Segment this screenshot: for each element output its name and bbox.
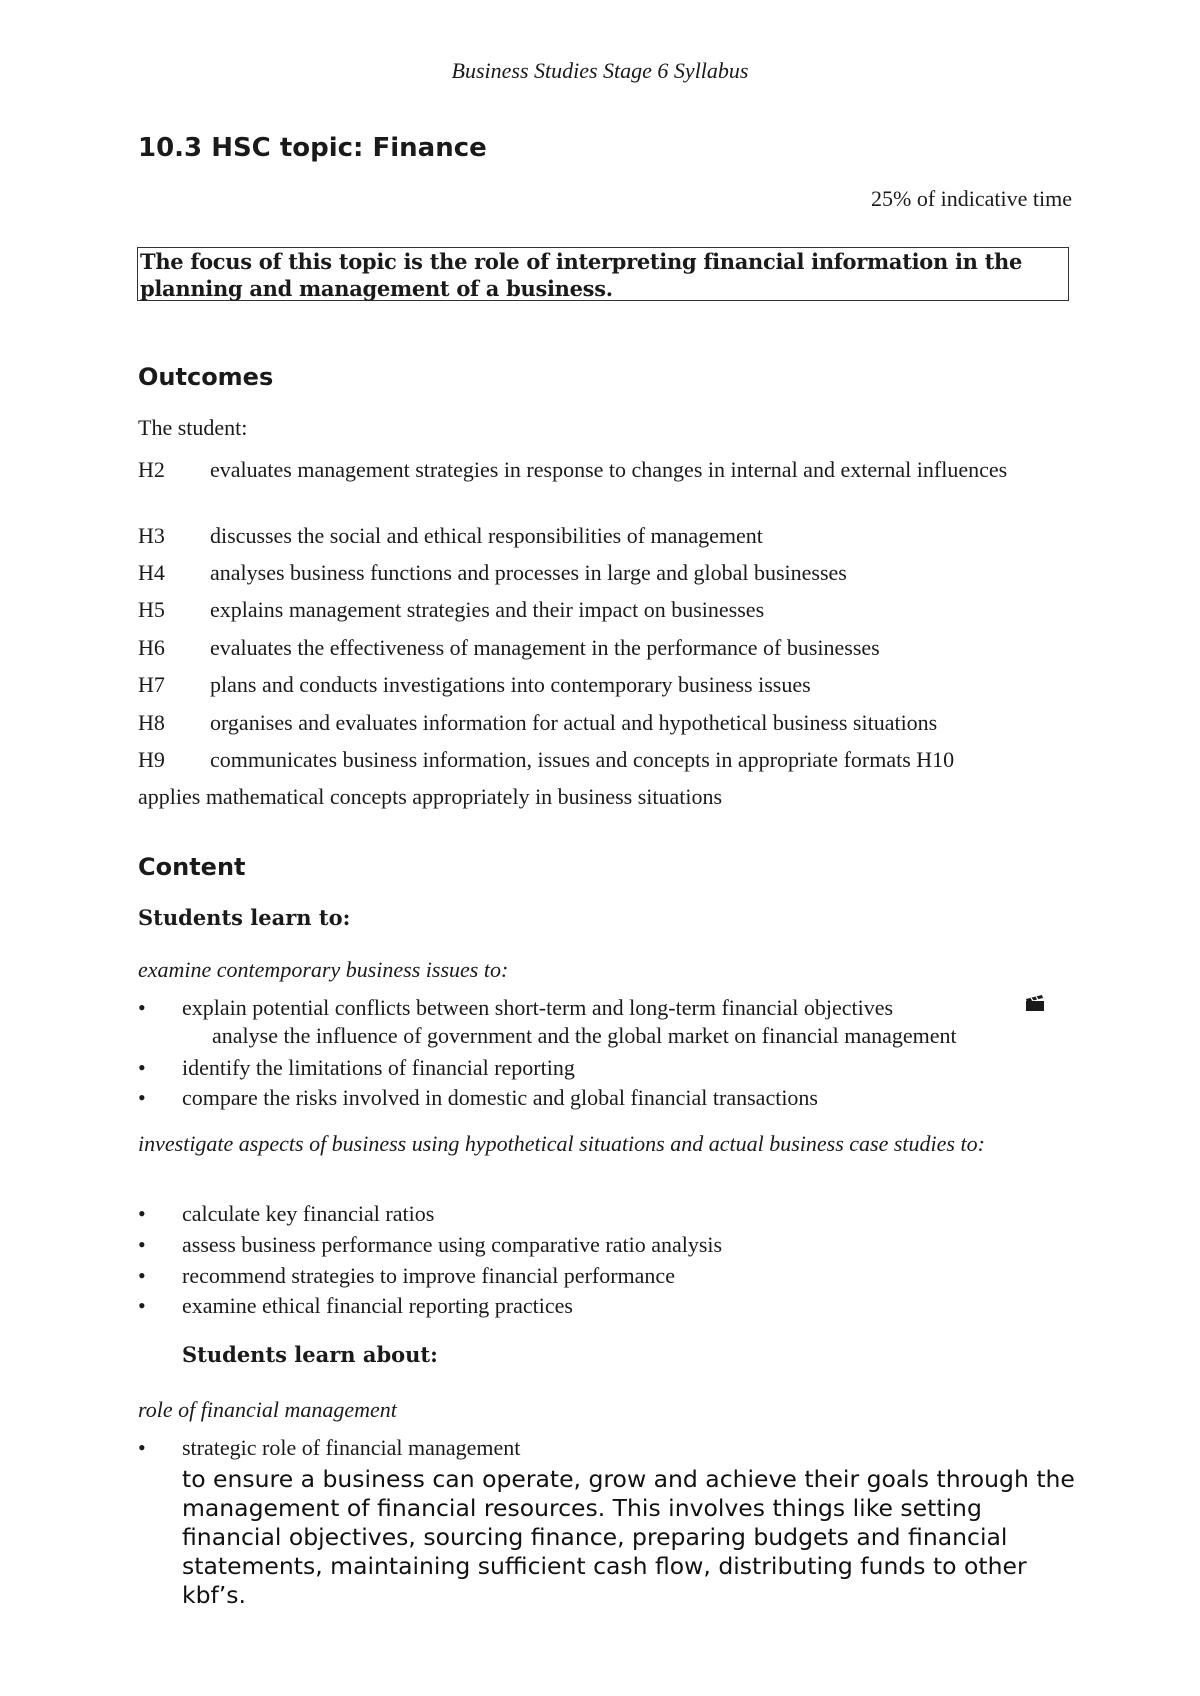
outcome-item [138, 558, 1038, 587]
list-item-text: assess business performance using comparative ratio analysis [182, 1232, 723, 1257]
clapperboard-icon [1025, 994, 1045, 1012]
outcome-item [138, 708, 1038, 737]
content-heading: Content [138, 853, 246, 881]
outcome-text: plans and conducts investigations into contemporary business issues [210, 672, 811, 697]
outcome-code: H6 [138, 635, 165, 660]
outcome-text: organises and evaluates information for actual and hypothetical business situations [210, 710, 938, 735]
outcome-text: evaluates management strategies in response to changes in internal and external influences [210, 457, 1008, 482]
outcome-text: evaluates the effectiveness of management in the performance of businesses [210, 635, 880, 660]
outcome-item [138, 521, 1038, 550]
bullet-icon: • [138, 1085, 146, 1110]
outcome-item [138, 670, 1038, 699]
list-item [138, 1291, 1058, 1320]
list-item [138, 1230, 1058, 1259]
outcome-wrapped-line: applies mathematical concepts appropriately in business situations [138, 784, 723, 809]
outcome-code: H8 [138, 710, 165, 735]
list-item [138, 1199, 1058, 1228]
students-learn-to-heading: Students learn to: [138, 905, 351, 930]
outcome-item [138, 633, 1038, 662]
list-item [138, 1053, 1058, 1082]
stray-content-line: analyse the influence of government and the global market on financial management [212, 1023, 957, 1048]
list-item-text: calculate key financial ratios [182, 1201, 435, 1226]
topic-focus-box: The focus of this topic is the role of interpreting financial information in the planning and management of a business. [137, 247, 1069, 301]
investigate-aspects-heading: investigate aspects of business using hypothetical situations and actual business case studies to: [138, 1131, 985, 1156]
outcome-text: explains management strategies and their impact on businesses [210, 597, 765, 622]
student-answer-note: to ensure a business can operate, grow and achieve their goals through the management of financial resources. This involves things like setting financial objectives, sourcing finance, preparing budgets and financial statements, maintaining sufficient cash flow, distributing funds to other kbf’s. [182, 1465, 1075, 1609]
list-item-text: examine ethical financial reporting practices [182, 1293, 573, 1318]
bullet-icon: • [138, 1293, 146, 1318]
bullet-icon: • [138, 1435, 146, 1460]
indicative-time-note: 25% of indicative time [871, 186, 1072, 211]
list-item-text: compare the risks involved in domestic and global financial transactions [182, 1085, 818, 1110]
outcome-text: analyses business functions and processes in large and global businesses [210, 560, 847, 585]
bullet-icon: • [138, 995, 146, 1020]
page-title: 10.3 HSC topic: Finance [138, 133, 487, 163]
list-item [138, 1261, 1058, 1290]
list-item [138, 993, 1058, 1022]
outcome-item [138, 595, 1038, 624]
list-item-text: identify the limitations of financial reporting [182, 1055, 575, 1080]
list-item [138, 1433, 1058, 1462]
list-item-text: recommend strategies to improve financial performance [182, 1263, 675, 1288]
bullet-icon: • [138, 1055, 146, 1080]
bullet-icon: • [138, 1201, 146, 1226]
examine-issues-heading: examine contemporary business issues to: [138, 957, 509, 982]
outcome-item [138, 745, 1038, 774]
running-header: Business Studies Stage 6 Syllabus [451, 58, 749, 83]
outcome-code: H2 [138, 457, 165, 482]
outcome-text: communicates business information, issues and concepts in appropriate formats H10 [210, 747, 955, 772]
role-of-financial-management-heading: role of financial management [138, 1397, 397, 1422]
students-learn-about-heading: Students learn about: [182, 1342, 438, 1367]
list-item [138, 1083, 1058, 1112]
outcomes-heading: Outcomes [138, 363, 274, 391]
bullet-icon: • [138, 1263, 146, 1288]
outcome-code: H9 [138, 747, 165, 772]
outcome-code: H7 [138, 672, 165, 697]
bullet-icon: • [138, 1232, 146, 1257]
outcome-code: H4 [138, 560, 165, 585]
list-item-text: explain potential conflicts between short-term and long-term financial objectives [182, 995, 894, 1020]
outcome-code: H5 [138, 597, 165, 622]
list-item-text: strategic role of financial management [182, 1435, 521, 1460]
outcome-text: discusses the social and ethical responsibilities of management [210, 523, 763, 548]
outcomes-intro: The student: [138, 415, 248, 440]
outcome-code: H3 [138, 523, 165, 548]
outcome-item [138, 455, 1038, 484]
